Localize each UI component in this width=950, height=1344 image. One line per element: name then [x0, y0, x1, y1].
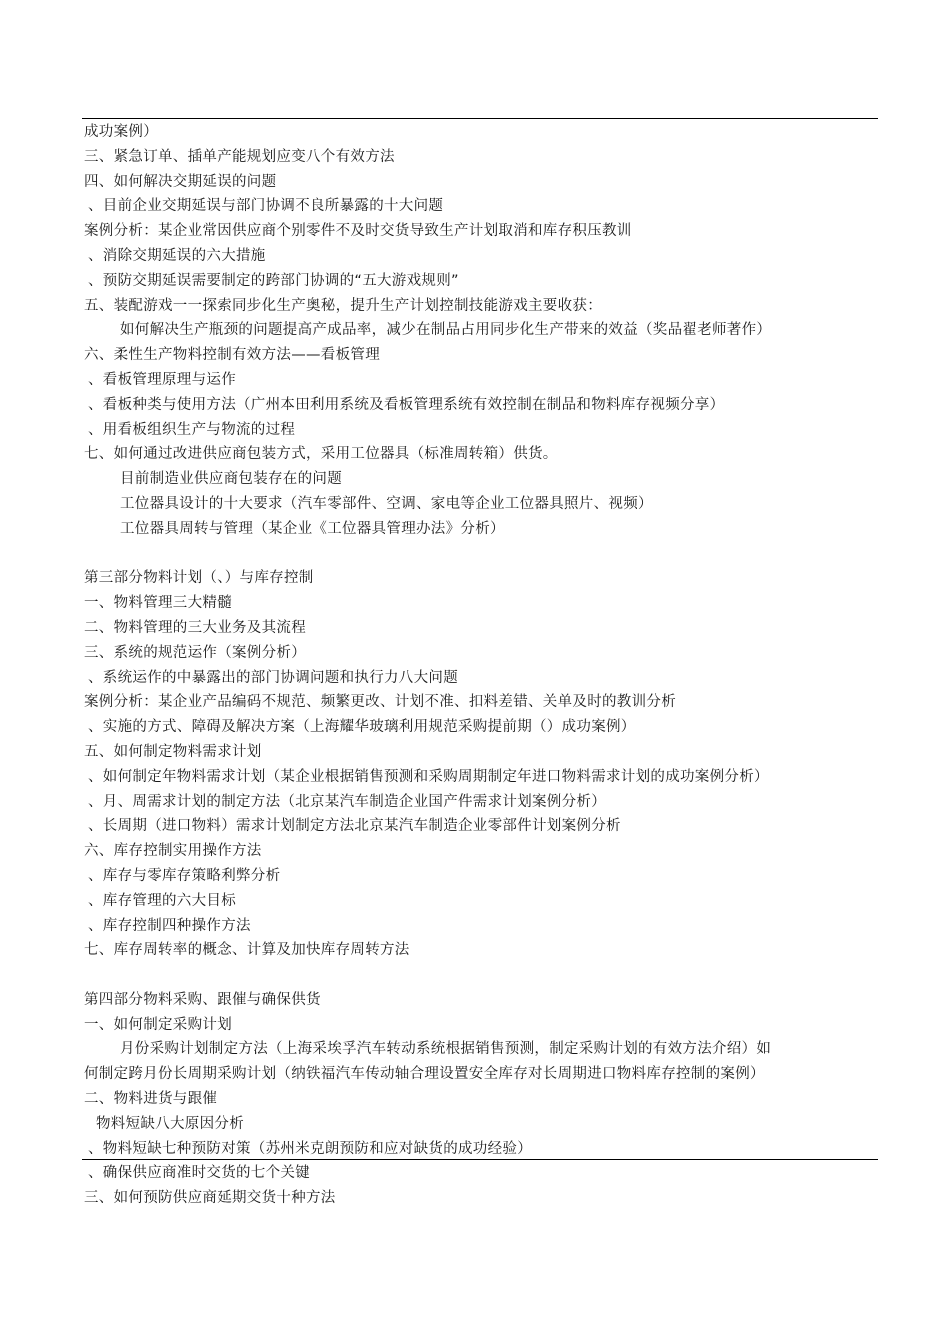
text-line: 何制定跨月份长周期采购计划（纳铁福汽车传动轴合理设置安全库存对长周期进口物料库存控制的案例） — [84, 1066, 765, 1083]
sub-item: 、如何制定年物料需求计划（某企业根据销售预测和采购周期制定年进口物料需求计划的成功案例分析） — [88, 768, 769, 785]
heading-item: 七、库存周转率的概念、计算及加快库存周转方法 — [84, 942, 410, 959]
heading-item: 七、如何通过改进供应商包装方式，采用工位器具（标准周转箱）供货。 — [84, 446, 558, 463]
section-title: 第三部分物料计划（、）与库存控制 — [84, 570, 314, 587]
paragraph-gap — [84, 542, 884, 567]
indented-item: 如何解决生产瓶颈的问题提高产成品率，减少在制品占用同步化生产带来的效益（奖品翟老师著作） — [120, 322, 772, 339]
indented-item: 工位器具设计的十大要求（汽车零部件、空调、家电等企业工位器具照片、视频） — [120, 495, 653, 512]
section-continuation — [84, 120, 884, 542]
sub-item: 、月、周需求计划的制定方法（北京某汽车制造企业国产件需求计划案例分析） — [88, 793, 606, 810]
sub-item: 、长周期（进口物料）需求计划制定方法北京某汽车制造企业零部件计划案例分析 — [88, 818, 621, 835]
heading-item: 一、物料管理三大精髓 — [84, 595, 232, 612]
section-part-three — [84, 566, 884, 963]
case-analysis: 案例分析：某企业常因供应商个别零件不及时交货导致生产计划取消和库存积压教训 — [84, 223, 632, 240]
section-part-four — [84, 988, 884, 1211]
sub-item: 、看板管理原理与运作 — [88, 371, 236, 388]
sub-item: 、看板种类与使用方法（广州本田利用系统及看板管理系统有效控制在制品和物料库存视频分享） — [88, 396, 725, 413]
indented-item: 工位器具周转与管理（某企业《工位器具管理办法》分析） — [120, 520, 505, 537]
sub-item: 、消除交期延误的六大措施 — [88, 247, 266, 264]
sub-item: 、用看板组织生产与物流的过程 — [88, 421, 296, 438]
sub-item: 、库存管理的六大目标 — [88, 892, 236, 909]
heading-item: 三、紧急订单、插单产能规划应变八个有效方法 — [84, 148, 395, 165]
section-title: 第四部分物料采购、跟催与确保供货 — [84, 991, 321, 1008]
heading-item: 二、物料进货与跟催 — [84, 1091, 218, 1108]
case-analysis: 案例分析：某企业产品编码不规范、频繁更改、计划不准、扣料差错、关单及时的教训分析 — [84, 694, 676, 711]
sub-item: 、预防交期延误需要制定的跨部门协调的“五大游戏规则” — [88, 272, 459, 289]
heading-item: 六、柔性生产物料控制有效方法——看板管理 — [84, 347, 380, 364]
document-body — [84, 120, 884, 1211]
heading-item: 五、如何制定物料需求计划 — [84, 743, 262, 760]
text-line: 成功案例） — [84, 124, 158, 140]
sub-item: 、库存与零库存策略利弊分析 — [88, 867, 281, 884]
heading-item: 三、如何预防供应商延期交货十种方法 — [84, 1190, 336, 1207]
indented-item: 月份采购计划制定方法（上海采埃孚汽车转动系统根据销售预测，制定采购计划的有效方法介绍）如 — [120, 1041, 772, 1058]
header-rule — [82, 118, 878, 119]
sub-item: 物料短缺八大原因分析 — [96, 1115, 244, 1132]
sub-item: 、系统运作的中暴露出的部门协调问题和执行力八大问题 — [88, 669, 458, 686]
heading-item: 二、物料管理的三大业务及其流程 — [84, 619, 306, 636]
indented-item: 目前制造业供应商包装存在的问题 — [120, 471, 342, 488]
heading-item: 三、系统的规范运作（案例分析） — [84, 644, 306, 661]
sub-item: 、目前企业交期延误与部门协调不良所暴露的十大问题 — [88, 198, 444, 215]
heading-item: 四、如何解决交期延误的问题 — [84, 173, 277, 190]
paragraph-gap — [84, 963, 884, 988]
sub-item: 、库存控制四种操作方法 — [88, 917, 251, 934]
heading-item: 一、如何制定采购计划 — [84, 1016, 232, 1033]
heading-item: 六、库存控制实用操作方法 — [84, 843, 262, 860]
sub-item: 、确保供应商准时交货的七个关键 — [88, 1165, 310, 1182]
heading-item: 五、装配游戏一一探索同步化生产奥秘，提升生产计划控制技能游戏主要收获： — [84, 297, 602, 314]
sub-item: 、实施的方式、障碍及解决方案（上海耀华玻璃利用规范采购提前期（）成功案例） — [88, 719, 636, 736]
sub-item: 、物料短缺七种预防对策（苏州米克朗预防和应对缺货的成功经验） — [88, 1140, 532, 1157]
